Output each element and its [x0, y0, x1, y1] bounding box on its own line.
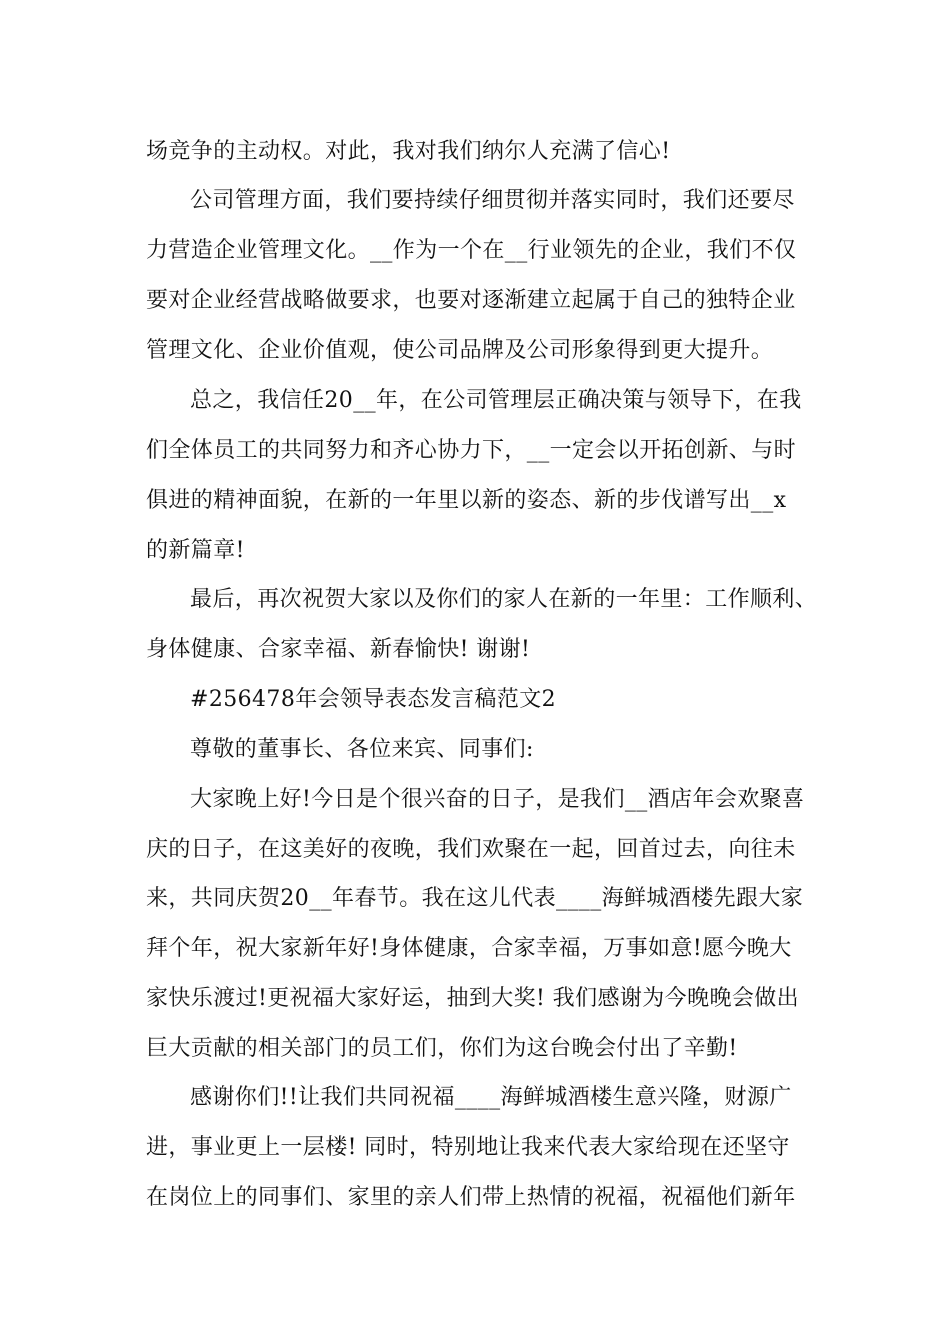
section-heading: #256478年会领导表态发言稿范文2 — [190, 687, 557, 712]
paragraph-3-line-3: 俱进的精神面貌，在新的一年里以新的姿态、新的步伐谱写出__x — [146, 488, 787, 513]
paragraph-2-line-3: 要对企业经营战略做要求，也要对逐渐建立起属于自己的独特企业 — [146, 288, 796, 313]
paragraph-4-line-1: 最后，再次祝贺大家以及你们的家人在新的一年里：工作顺利、 — [190, 587, 818, 612]
paragraph-8-line-1: 感谢你们!!让我们共同祝福____海鲜城酒楼生意兴隆，财源广 — [190, 1085, 792, 1110]
paragraph-7-line-3: 来，共同庆贺20__年春节。我在这儿代表____海鲜城酒楼先跟大家 — [146, 886, 804, 911]
paragraph-7-line-1: 大家晚上好!今日是个很兴奋的日子，是我们__酒店年会欢聚喜 — [190, 787, 805, 812]
paragraph-2-line-2: 力营造企业管理文化。__作为一个在__行业领先的企业，我们不仅 — [146, 238, 797, 263]
paragraph-7-line-2: 庆的日子，在这美好的夜晚，我们欢聚在一起，回首过去，向往未 — [146, 837, 796, 862]
paragraph-7-line-4: 拜个年，祝大家新年好!身体健康，合家幸福，万事如意!愿今晚大 — [146, 936, 792, 961]
salutation: 尊敬的董事长、各位来宾、同事们: — [190, 737, 534, 762]
paragraph-3-line-1: 总之，我信任20__年，在公司管理层正确决策与领导下，在我 — [190, 388, 802, 413]
paragraph-7-line-6: 巨大贡献的相关部门的员工们，你们为这台晚会付出了辛勤! — [146, 1036, 738, 1061]
paragraph-7-line-5: 家快乐渡过!更祝福大家好运，抽到大奖! 我们感谢为今晚晚会做出 — [146, 986, 800, 1011]
paragraph-2-line-4: 管理文化、企业价值观，使公司品牌及公司形象得到更大提升。 — [146, 338, 774, 363]
paragraph-4-line-2: 身体健康、合家幸福、新春愉快! 谢谢! — [146, 637, 531, 662]
paragraph-8-line-3: 在岗位上的同事们、家里的亲人们带上热情的祝福，祝福他们新年 — [146, 1185, 796, 1210]
paragraph-1-line-1: 场竞争的主动权。对此，我对我们纳尔人充满了信心! — [146, 139, 671, 164]
paragraph-2-line-1: 公司管理方面，我们要持续仔细贯彻并落实同时，我们还要尽 — [190, 188, 795, 213]
paragraph-3-line-4: 的新篇章! — [146, 538, 245, 563]
paragraph-8-line-2: 进，事业更上一层楼! 同时，特别地让我来代表大家给现在还坚守 — [146, 1135, 790, 1160]
paragraph-3-line-2: 们全体员工的共同努力和齐心协力下，__一定会以开拓创新、与时 — [146, 438, 797, 463]
